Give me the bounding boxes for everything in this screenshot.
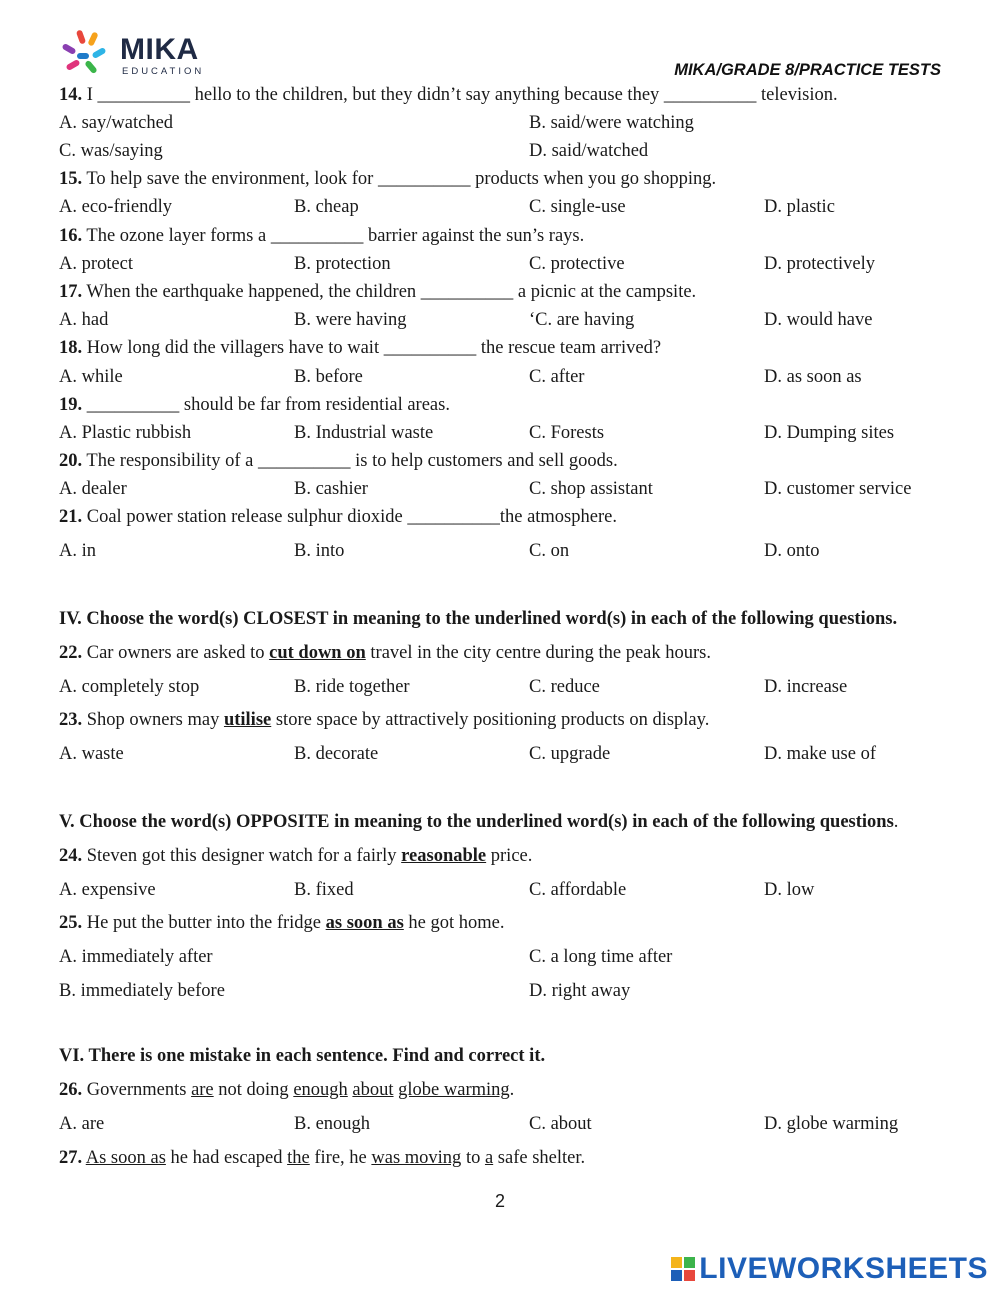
option-21-c[interactable]: C. on [529,541,570,561]
option-17-a[interactable]: A. had [59,310,109,330]
option-25-c[interactable]: C. a long time after [529,947,673,967]
option-17-d[interactable]: D. would have [764,310,873,330]
option-19-c[interactable]: C. Forests [529,423,605,443]
question-number: 16. [59,226,83,246]
options-23 [59,743,949,765]
question-text: . [509,1080,515,1100]
question-text: To help save the environment, look for __________ products when you go shopping. [82,169,717,189]
section-v-heading [59,811,898,833]
question-text: When the earthquake happened, the children __________ a picnic at the campsite. [82,282,697,302]
option-19-b[interactable]: B. Industrial waste [294,423,434,443]
option-20-a[interactable]: A. dealer [59,479,127,499]
options-15 [59,196,949,218]
page-number: 2 [494,1191,505,1211]
question-number: 26. [59,1080,83,1100]
question-text: I __________ hello to the children, but they didn’t say anything because they __________ television. [82,85,838,105]
question-22 [59,642,711,664]
option-15-c[interactable]: C. single-use [529,197,626,217]
question-text: Coal power station release sulphur dioxide __________the atmosphere. [82,507,617,527]
option-22-a[interactable]: A. completely stop [59,677,200,697]
option-16-d[interactable]: D. protectively [764,254,875,274]
question-24 [59,845,532,867]
options-22 [59,676,949,698]
options-14-row2 [59,140,949,162]
option-26-d[interactable]: D. globe warming [764,1114,899,1134]
option-22-c[interactable]: C. reduce [529,677,600,697]
option-18-a[interactable]: A. while [59,367,123,387]
options-19 [59,422,949,444]
option-24-b[interactable]: B. fixed [294,880,354,900]
option-26-a[interactable]: A. are [59,1114,105,1134]
question-21 [59,506,617,528]
underlined-part-c: was moving [371,1148,462,1168]
option-15-a[interactable]: A. eco-friendly [59,197,173,217]
question-text: not doing [213,1080,294,1100]
options-26 [59,1113,949,1135]
question-number: 17. [59,282,83,302]
option-15-b[interactable]: B. cheap [294,197,359,217]
mika-logo [58,28,218,80]
section-iv-heading: IV. Choose the word(s) CLOSEST in meaning to the underlined word(s) in each of the following questions. [59,609,898,629]
question-text: The responsibility of a __________ is to help customers and sell goods. [82,451,618,471]
option-16-b[interactable]: B. protection [294,254,391,274]
underlined-part-d: a [484,1148,494,1168]
question-text: The ozone layer forms a __________ barrier against the sun’s rays. [82,226,585,246]
question-number: 22. [59,643,83,663]
question-25 [59,912,505,934]
options-21 [59,540,949,562]
question-text: fire, he [309,1148,372,1168]
question-text: price. [486,846,533,866]
option-19-d[interactable]: D. Dumping sites [764,423,895,443]
options-14-row1 [59,112,949,134]
option-20-b[interactable]: B. cashier [294,479,368,499]
underlined-part-a: As soon as [85,1148,166,1168]
mika-logo-mark-icon [58,28,116,80]
options-16 [59,253,949,275]
question-number: 18. [59,338,83,358]
option-18-c[interactable]: C. after [529,367,585,387]
options-25-row2 [59,980,949,1002]
question-number: 25. [59,913,83,933]
underlined-word: cut down on [269,643,366,663]
underlined-word: as soon as [325,913,404,933]
question-26 [59,1079,514,1101]
question-27 [59,1147,585,1169]
option-24-a[interactable]: A. expensive [59,880,156,900]
option-16-c[interactable]: C. protective [529,254,625,274]
option-21-d[interactable]: D. onto [764,541,820,561]
section-v-tail: . [893,812,899,832]
option-22-b[interactable]: B. ride together [294,677,410,697]
question-text: he got home. [403,913,505,933]
question-23 [59,709,709,731]
option-17-c[interactable]: ‘C. are having [529,310,635,330]
question-number: 27. [59,1148,83,1168]
underlined-part-b: the [287,1148,310,1168]
logo-wordmark: MIKA [120,33,199,66]
option-23-a[interactable]: A. waste [59,744,124,764]
options-17 [59,309,949,331]
logo-subtitle: EDUCATION [122,66,205,77]
options-24 [59,879,949,901]
question-16 [59,225,584,247]
underlined-part-b: enough [293,1080,348,1100]
underlined-part-a: are [191,1080,214,1100]
option-14-b[interactable]: B. said/were watching [529,113,694,133]
option-26-b[interactable]: B. enough [294,1114,371,1134]
underlined-word: utilise [223,710,272,730]
option-24-c[interactable]: C. affordable [529,880,627,900]
question-text: Car owners are asked to [82,643,270,663]
underlined-word: reasonable [401,846,487,866]
option-21-b[interactable]: B. into [294,541,345,561]
option-24-d[interactable]: D. low [764,880,815,900]
question-text: store space by attractively positioning products on display. [271,710,710,730]
option-18-b[interactable]: B. before [294,367,363,387]
option-19-a[interactable]: A. Plastic rubbish [59,423,192,443]
question-text: He put the butter into the fridge [82,913,326,933]
option-25-b[interactable]: B. immediately before [59,981,225,1001]
question-text: to [461,1148,485,1168]
option-25-d[interactable]: D. right away [529,981,631,1001]
page-header-title: MIKA/GRADE 8/PRACTICE TESTS [674,61,941,79]
underlined-part-c: about [352,1080,394,1100]
question-number: 21. [59,507,83,527]
option-20-d[interactable]: D. customer service [764,479,912,499]
option-26-c[interactable]: C. about [529,1114,592,1134]
options-25-row1 [59,946,949,968]
option-16-a[interactable]: A. protect [59,254,133,274]
question-20 [59,450,618,472]
question-number: 24. [59,846,83,866]
liveworksheets-logo [671,1253,988,1285]
section-vi-heading: VI. There is one mistake in each sentence. Find and correct it. [59,1046,546,1066]
question-18 [59,337,661,359]
option-23-b[interactable]: B. decorate [294,744,379,764]
option-22-d[interactable]: D. increase [764,677,848,697]
question-text: he had escaped [165,1148,288,1168]
question-number: 15. [59,169,83,189]
underlined-part-d: globe warming [398,1080,510,1100]
question-text: Governments [82,1080,192,1100]
question-number: 20. [59,451,83,471]
option-14-a[interactable]: A. say/watched [59,113,174,133]
question-number: 14. [59,85,83,105]
question-text: __________ should be far from residential areas. [82,395,450,415]
question-text: Shop owners may [82,710,224,730]
question-number: 23. [59,710,83,730]
liveworksheets-wordmark: LIVEWORKSHEETS [699,1252,988,1285]
question-14 [59,84,838,106]
option-15-d[interactable]: D. plastic [764,197,835,217]
option-18-d[interactable]: D. as soon as [764,367,862,387]
option-21-a[interactable]: A. in [59,541,96,561]
option-14-c[interactable]: C. was/saying [59,141,163,161]
question-text: travel in the city centre during the peak hours. [365,643,711,663]
option-17-b[interactable]: B. were having [294,310,407,330]
option-23-d[interactable]: D. make use of [764,744,876,764]
option-23-c[interactable]: C. upgrade [529,744,611,764]
options-20 [59,478,949,500]
question-15 [59,168,716,190]
question-17 [59,281,696,303]
liveworksheets-mark-icon [671,1257,695,1281]
question-text: safe shelter. [493,1148,586,1168]
options-18 [59,366,949,388]
option-25-a[interactable]: A. immediately after [59,947,213,967]
question-19 [59,394,450,416]
section-v-title: V. Choose the word(s) OPPOSITE in meaning to the underlined word(s) in each of the following questions [59,812,894,832]
question-text: How long did the villagers have to wait __________ the rescue team arrived? [82,338,662,358]
option-20-c[interactable]: C. shop assistant [529,479,653,499]
question-text: Steven got this designer watch for a fairly [82,846,402,866]
question-number: 19. [59,395,83,415]
option-14-d[interactable]: D. said/watched [529,141,649,161]
